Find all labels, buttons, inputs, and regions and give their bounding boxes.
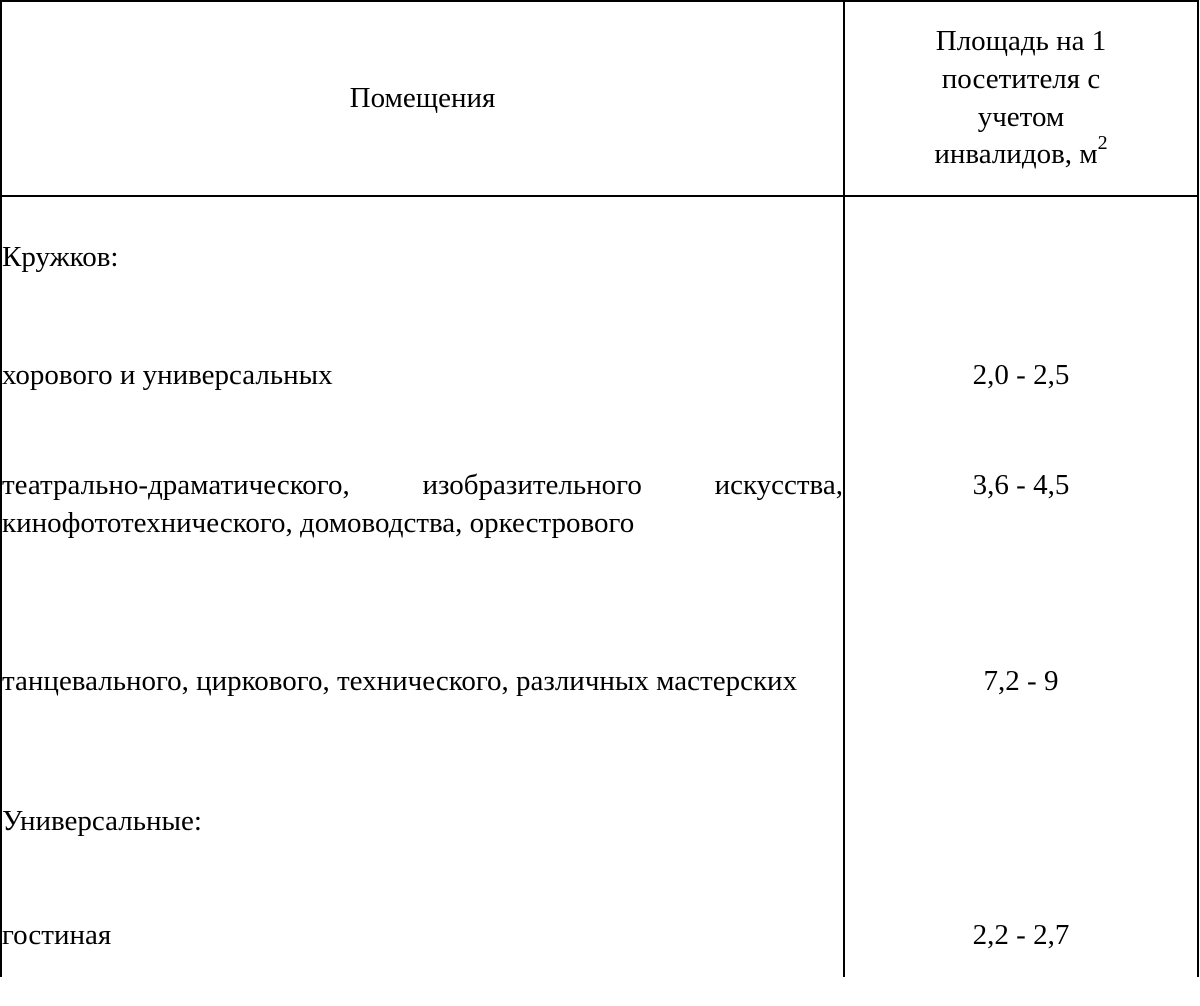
area-value: 2,2 - 2,7 — [844, 875, 1198, 977]
header-area-unit-superscript: 2 — [1097, 132, 1108, 155]
header-rooms-text: Помещения — [349, 81, 496, 114]
room-name: танцевального, циркового, технического, различных мастерских — [1, 623, 844, 761]
table-row — [1, 623, 1198, 761]
table-row — [1, 196, 1198, 317]
header-area-text — [896, 23, 1146, 174]
room-name: хорового и универсальных — [1, 317, 844, 425]
area-value: 3,6 - 4,5 — [844, 425, 1198, 623]
table-header-row — [1, 1, 1198, 196]
empty-cell — [844, 761, 1198, 875]
group-label: Кружков: — [1, 196, 844, 317]
room-name: театрально-драматического, изобразительного искусства, кинофототехнического, домоводства, оркестрового — [1, 425, 844, 623]
area-value: 7,2 - 9 — [844, 623, 1198, 761]
header-area-line-3: инвалидов, м — [934, 138, 1098, 171]
table-row — [1, 317, 1198, 425]
empty-cell — [844, 196, 1198, 317]
header-rooms — [1, 1, 844, 196]
table-row — [1, 761, 1198, 875]
table-row — [1, 875, 1198, 977]
header-area — [844, 1, 1198, 196]
header-area-line-1: Площадь на 1 — [935, 25, 1107, 58]
header-area-line-2: посетителя с учетом — [941, 62, 1101, 133]
room-name: гостиная — [1, 875, 844, 977]
table-row — [1, 425, 1198, 623]
area-value: 2,0 - 2,5 — [844, 317, 1198, 425]
group-label: Универсальные: — [1, 761, 844, 875]
